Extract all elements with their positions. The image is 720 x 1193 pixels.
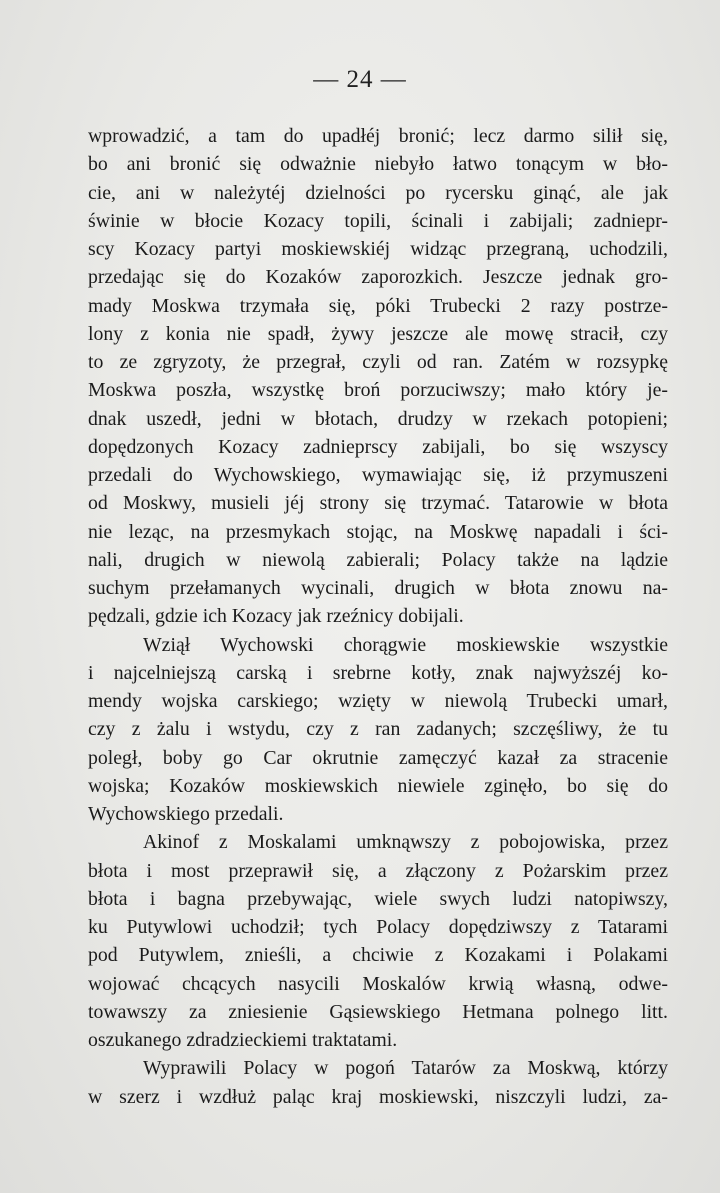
text-line: przedali do Wychowskiego, wymawiając się, iż przymuszeni bbox=[88, 464, 668, 486]
text-line: nie leząc, na przesmykach stojąc, na Moskwę napadali i ści- bbox=[88, 520, 668, 543]
text-line: to ze zgryzoty, że przegrał, czyli od ran. Zatém w rozsypkę bbox=[88, 351, 668, 373]
text-line: błota i most przeprawił się, a złączony z Pożarskim przez bbox=[88, 859, 668, 882]
text-line: Wyprawili Polacy w pogoń Tatarów za Moskwą, którzy bbox=[143, 1057, 668, 1080]
text-line: Wziął Wychowski chorągwie moskiewskie wszystkie bbox=[143, 633, 668, 656]
text-line: suchym przełamanych wycinali, drugich w błota znowu na- bbox=[88, 577, 668, 599]
text-line: scy Kozacy partyi moskiewskiéj widząc przegraną, uchodzili, bbox=[88, 238, 668, 260]
body-text bbox=[88, 122, 668, 1111]
text-line: mendy wojska carskiego; wzięty w niewolą Trubecki umarł, bbox=[88, 690, 668, 712]
text-line: czy z żalu i wstydu, czy z ran zadanych; szczęśliwy, że tu bbox=[88, 718, 668, 741]
text-line: pod Putywlem, znieśli, a chciwie z Kozakami i Polakami bbox=[88, 944, 668, 967]
text-line: wojska; Kozaków moskiewskich niewiele zginęło, bo się do bbox=[88, 774, 668, 797]
text-line: wojować chcących nasycili Moskalów krwią własną, odwe- bbox=[88, 972, 668, 995]
text-line: przedając się do Kozaków zaporozkich. Jeszcze jednak gro- bbox=[88, 266, 668, 289]
text-line: bo ani bronić się odważnie niebyło łatwo tonącym w bło- bbox=[88, 153, 668, 176]
text-line: cie, ani w należytéj dzielności po rycersku ginąć, ale jak bbox=[88, 181, 668, 204]
text-line: Moskwa poszła, wszystkę broń porzuciwszy; mało który je- bbox=[88, 379, 668, 402]
text-line: dnak uszedł, jedni w błotach, drudzy w rzekach potopieni; bbox=[88, 407, 668, 430]
text-line: nali, drugich w niewolą zabierali; Polacy także na lądzie bbox=[88, 548, 668, 571]
page-number: — 24 — bbox=[313, 66, 407, 93]
text-line: ku Putywlowi uchodził; tych Polacy dopędziwszy z Tatarami bbox=[88, 916, 668, 938]
text-line: mady Moskwa trzymała się, póki Trubecki 2 razy postrze- bbox=[88, 294, 668, 317]
text-line: pędzali, gdzie ich Kozacy jak rzeźnicy dobijali. bbox=[88, 605, 464, 628]
text-line: dopędzonych Kozacy zadnieprscy zabijali, bo się wszyscy bbox=[88, 435, 668, 458]
text-line: błota i bagna przebywając, wiele swych ludzi natopiwszy, bbox=[88, 887, 668, 910]
text-line: lony z konia nie spadł, żywy jeszcze ale mowę stracił, czy bbox=[88, 322, 668, 345]
text-line: świnie w błocie Kozacy topili, ścinali i zabijali; zadniepr- bbox=[88, 209, 668, 232]
text-line: towawszy za zniesienie Gąsiewskiego Hetmana polnego litt. bbox=[88, 1000, 668, 1023]
text-line: poległ, boby go Car okrutnie zamęczyć kazał za stracenie bbox=[88, 746, 668, 769]
text-line: w szerz i wzdłuż paląc kraj moskiewski, niszczyli ludzi, za- bbox=[88, 1085, 668, 1108]
text-line: Akinof z Moskalami umknąwszy z pobojowiska, przez bbox=[143, 831, 668, 854]
text-line: oszukanego zdradzieckiemi traktatami. bbox=[88, 1029, 398, 1051]
text-line: wprowadzić, a tam do upadłéj bronić; lecz darmo silił się, bbox=[88, 125, 668, 147]
text-line: i najcelniejszą carską i srebrne kotły, znak najwyższéj ko- bbox=[88, 661, 668, 684]
text-line: Wychowskiego przedali. bbox=[88, 803, 284, 825]
text-line: od Moskwy, musieli jéj strony się trzymać. Tatarowie w błota bbox=[88, 492, 668, 515]
